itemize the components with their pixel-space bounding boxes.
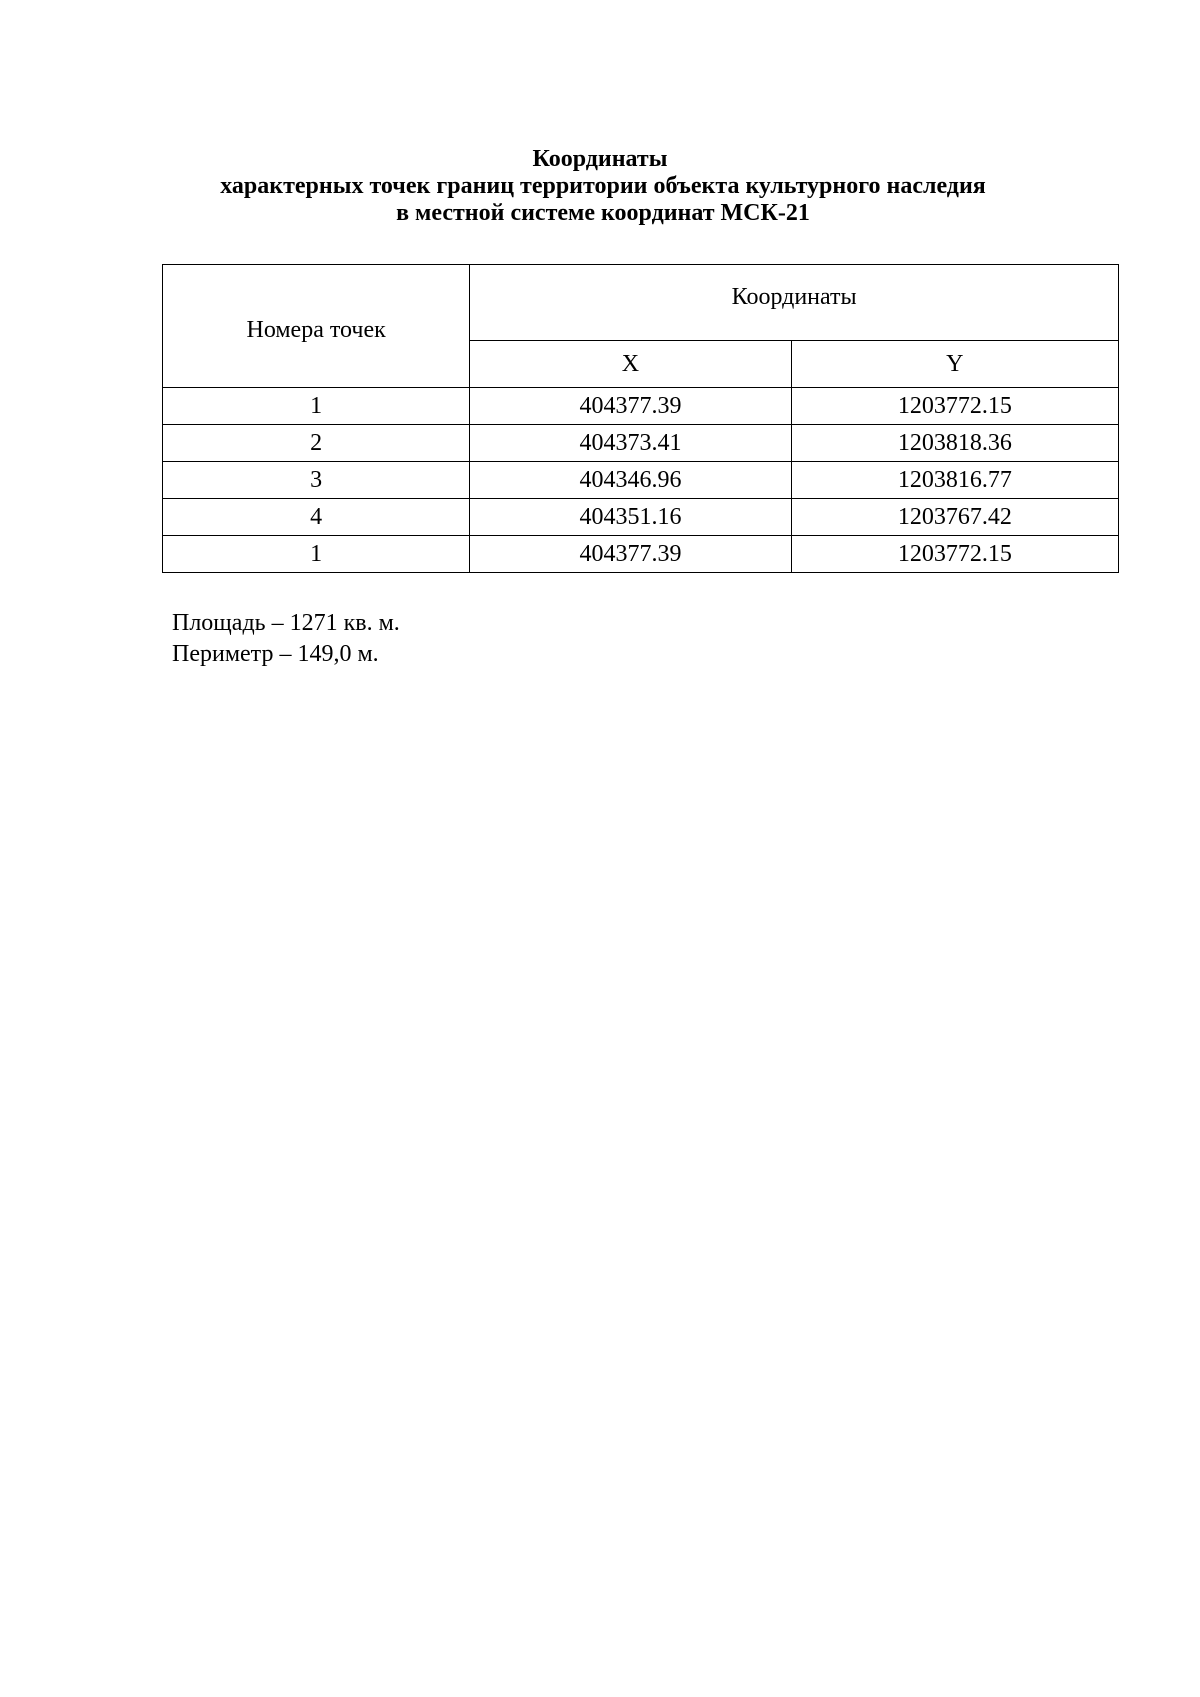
cell-y: 1203772.15 xyxy=(791,536,1118,573)
header-point-numbers: Номера точек xyxy=(163,265,470,388)
cell-point-number: 1 xyxy=(163,536,470,573)
title-line-3: в местной системе координат МСК-21 xyxy=(396,200,810,226)
cell-x: 404377.39 xyxy=(470,536,791,573)
title-line-2: характерных точек границ территории объекта культурного наследия xyxy=(220,173,986,199)
cell-x: 404346.96 xyxy=(470,462,791,499)
table-row xyxy=(163,388,1119,425)
cell-y: 1203772.15 xyxy=(791,388,1118,425)
cell-y: 1203816.77 xyxy=(791,462,1118,499)
cell-x: 404373.41 xyxy=(470,425,791,462)
header-coordinates: Координаты xyxy=(470,265,1119,341)
header-x: X xyxy=(470,341,791,388)
cell-x: 404351.16 xyxy=(470,499,791,536)
table-row xyxy=(163,536,1119,573)
cell-point-number: 4 xyxy=(163,499,470,536)
table-row xyxy=(163,425,1119,462)
header-y: Y xyxy=(791,341,1118,388)
table-header-row xyxy=(163,265,1119,341)
title-line-1: Координаты xyxy=(532,146,668,172)
cell-point-number: 3 xyxy=(163,462,470,499)
cell-point-number: 2 xyxy=(163,425,470,462)
table-row xyxy=(163,462,1119,499)
cell-point-number: 1 xyxy=(163,388,470,425)
table-row xyxy=(163,499,1119,536)
coordinates-table xyxy=(162,264,1119,573)
cell-y: 1203818.36 xyxy=(791,425,1118,462)
summary-block xyxy=(172,608,400,670)
cell-x: 404377.39 xyxy=(470,388,791,425)
document-title xyxy=(0,146,1200,227)
cell-y: 1203767.42 xyxy=(791,499,1118,536)
perimeter-text: Периметр – 149,0 м. xyxy=(172,641,379,667)
area-text: Площадь – 1271 кв. м. xyxy=(172,610,400,636)
